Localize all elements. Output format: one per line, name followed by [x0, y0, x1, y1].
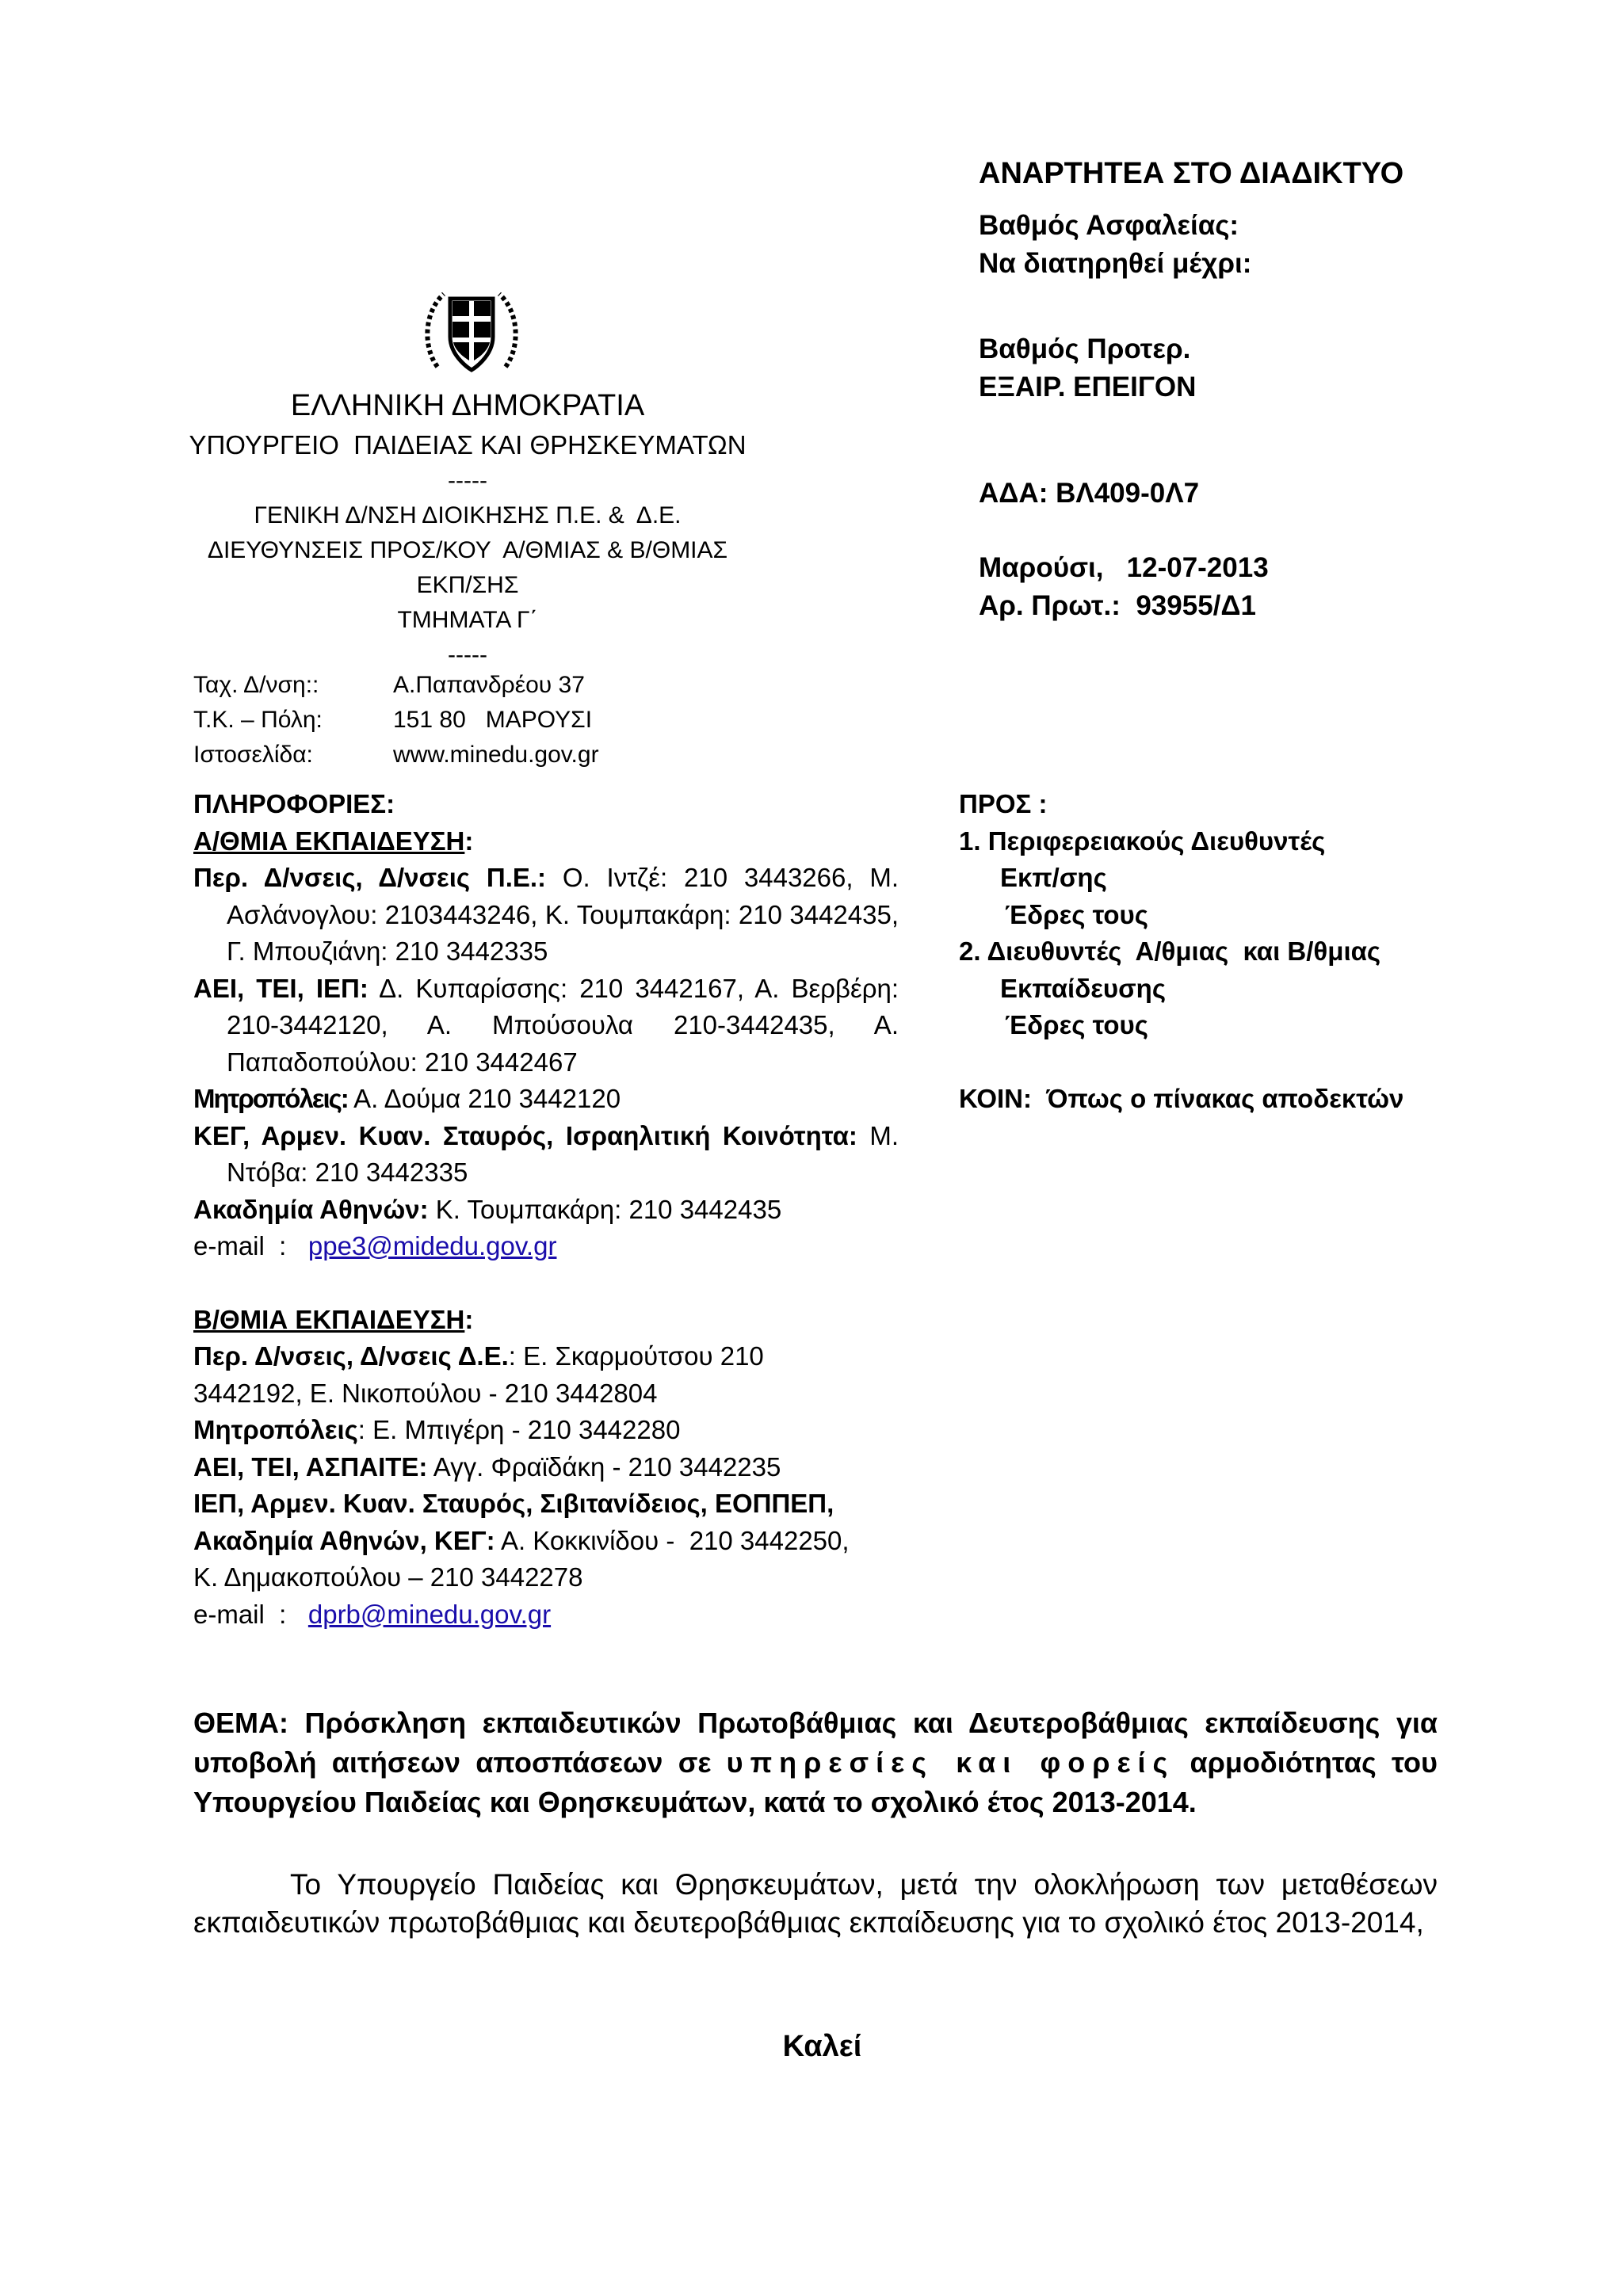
email-line: e-mail : ppe3@midedu.gov.gr — [193, 1231, 557, 1261]
document-meta — [979, 154, 1533, 625]
email-line: e-mail : dprb@minedu.gov.gr — [193, 1599, 552, 1629]
contact-line: Περ. Δ/νσεις, Δ/νσεις Δ.Ε.: Ε. Σκαρμούτσου 210 3442192, Ε. Νικοπούλου - 210 3442804 — [193, 1341, 764, 1408]
contact-info: ΠΛΗΡΟΦΟΡΙΕΣ: Α/ΘΜΙΑ ΕΚΠΑΙΔΕΥΣΗ: Περ. Δ/νσεις, Δ/νσεις Π.Ε.: Ο. Ιντζέ: 210 3443266, Μ. Ασλάνογλου: 2103443246, Κ. Τουμπακάρη: 210 3442435, Γ. Μπουζιάνη: 210 3442335 ΑΕΙ, ΤΕΙ, ΙΕΠ: Δ. Κυπαρίσσης: 210 3442167, Α. Βερβέρη: 210-3442120, Α. Μπούσουλα 210-3442435, Α. Παπαδοπούλου: 210 3442467 Μητροπόλεις: Α. Δούμα 210 3442120 ΚΕΓ, Αρμεν. Κυαν. Σταυρός, Ισραηλιτική Κοινότητα: Μ. Ντόβα: 210 3442335 Ακαδημία Αθηνών: Κ. Τουμπακάρη: 210 3442435 e-mail : ppe3@midedu.gov.gr Β/ΘΜΙΑ ΕΚΠΑΙΔΕΥΣΗ: Περ. Δ/νσεις, Δ/νσεις Δ.Ε.: Ε. Σκαρμούτσου 210 3442192, Ε. Νικοπούλου - 210 3442804 Μητροπόλεις: Ε. Μπιγέρη - 210 3442280 ΑΕΙ, ΤΕΙ, ΑΣΠΑΙΤΕ: Αγγ. Φραϊδάκη - 210 3442235 ΙΕΠ, Αρμεν. Κυαν. Σταυρός, Σιβιτανίδειος, ΕΟΠΠΕΠ, Ακαδημία Αθηνών, ΚΕΓ: Α. Κοκκινίδου - 210 3442250, Κ. Δημακοπούλου – 210 3442278 e-mail : dprb@minedu.gov.gr — [193, 786, 899, 1633]
address-row — [193, 703, 599, 738]
recipient-item: 2. Διευθυντές Α/θμιας και Β/θμιας — [959, 936, 1381, 966]
website-value[interactable]: www.minedu.gov.gr — [393, 742, 599, 768]
address-row — [193, 668, 599, 703]
secondary-heading: Β/ΘΜΙΑ ΕΚΠΑΙΔΕΥΣΗ — [193, 1304, 465, 1334]
coat-of-arms-icon — [420, 281, 523, 384]
ministry-name: ΥΠΟΥΡΓΕΙΟ ΠΑΙΔΕΙΑΣ ΚΑΙ ΘΡΗΣΚΕΥΜΑΤΩΝ — [189, 430, 747, 460]
ada-number: ΑΔΑ: ΒΛ409-0Λ7 — [979, 478, 1200, 509]
section: ΤΜΗΜΑΤΑ Γ΄ — [397, 607, 538, 633]
contact-line: Περ. Δ/νσεις, Δ/νσεις Π.Ε.: Ο. Ιντζέ: 210 3443266, Μ. Ασλάνογλου: 2103443246, Κ. Τουμπακάρη: 210 3442435, Γ. Μπουζιάνη: 210 3442335 — [193, 863, 899, 966]
recipient-item: 1. Περιφερειακούς Διευθυντές — [959, 826, 1326, 856]
website-label: Ιστοσελίδα: — [193, 742, 313, 768]
place-date: Μαρούσι, 12-07-2013 — [979, 552, 1269, 583]
postcode-value: 151 80 ΜΑΡΟΥΣΙ — [393, 707, 593, 733]
subject: ΘΕΜΑ: Πρόσκληση εκπαιδευτικών Πρωτοβάθμιας και Δευτεροβάθμιας εκπαίδευσης για υποβολή αιτήσεων αποσπάσεων σε υπηρεσίες και φορείς αρμοδιότητας του Υπουργείου Παιδείας και Θρησκευμάτων, κατά το σχολικό έτος 2013-2014. — [193, 1707, 1438, 1818]
recipient-sub: Εκπ/σης — [1000, 863, 1107, 892]
directorates: ΔΙΕΥΘΥΝΣΕΙΣ ΠΡΟΣ/ΚΟΥ Α/ΘΜΙΑΣ & Β/ΘΜΙΑΣ — [207, 537, 728, 563]
publish-notice: ΑΝΑΡΤΗΤΕΑ ΣΤΟ ΔΙΑΔΙΚΤΥΟ — [979, 157, 1404, 190]
email-link[interactable]: ppe3@midedu.gov.gr — [307, 1231, 557, 1261]
cc-line: ΚΟΙΝ: Όπως ο πίνακας αποδεκτών — [959, 1083, 1404, 1113]
contact-line: ΚΕΓ, Αρμεν. Κυαν. Σταυρός, Ισραηλιτική Κοινότητα: Μ. Ντόβα: 210 3442335 — [193, 1120, 899, 1187]
recipients-heading: ΠΡΟΣ : — [959, 789, 1048, 818]
recipient-sub: Έδρες τους — [1005, 899, 1148, 929]
address-block — [193, 668, 599, 772]
priority-label: Βαθμός Προτερ. — [979, 334, 1191, 364]
contact-line: Ακαδημία Αθηνών: Κ. Τουμπακάρη: 210 3442435 — [193, 1194, 782, 1224]
address-label: Ταχ. Δ/νση:: — [193, 672, 319, 698]
calls-heading: Καλεί — [782, 2030, 862, 2063]
issuer-block — [166, 384, 769, 673]
keep-until: Να διατηρηθεί μέχρι: — [979, 248, 1252, 279]
address-value: Α.Παπανδρέου 37 — [393, 672, 585, 698]
postcode-label: Τ.Κ. – Πόλη: — [193, 707, 323, 733]
security-level: Βαθμός Ασφαλείας: — [979, 210, 1239, 241]
country-name: ΕΛΛΗΝΙΚΗ ΔΗΜΟΚΡΑΤΙΑ — [290, 389, 645, 422]
primary-heading: Α/ΘΜΙΑ ΕΚΠΑΙΔΕΥΣΗ — [193, 826, 465, 856]
contact-line: ΑΕΙ, ΤΕΙ, ΙΕΠ: Δ. Κυπαρίσσης: 210 3442167, Α. Βερβέρη: 210-3442120, Α. Μπούσουλα 210-3442435, Α. Παπαδοπούλου: 210 3442467 — [193, 973, 899, 1077]
recipient-sub: Έδρες τους — [1005, 1010, 1148, 1039]
contact-line: Μητροπόλεις: Α. Δούμα 210 3442120 — [193, 1084, 621, 1113]
separator: ----- — [448, 642, 487, 668]
priority-value: ΕΞΑΙΡ. ΕΠΕΙΓΟΝ — [979, 372, 1197, 402]
contact-line: Μητροπόλεις: Ε. Μπιγέρη - 210 3442280 — [193, 1415, 681, 1444]
email-link[interactable]: dprb@minedu.gov.gr — [307, 1599, 552, 1629]
protocol-number: Αρ. Πρωτ.: 93955/Δ1 — [979, 590, 1257, 621]
address-row — [193, 738, 599, 772]
recipients — [959, 786, 1537, 1117]
general-directorate: ΓΕΝΙΚΗ Δ/ΝΣΗ ΔΙΟΙΚΗΣΗΣ Π.Ε. & Δ.Ε. — [254, 502, 682, 528]
info-heading: ΠΛΗΡΟΦΟΡΙΕΣ: — [193, 789, 395, 818]
contact-line: ΑΕΙ, ΤΕΙ, ΑΣΠΑΙΤΕ: Αγγ. Φραϊδάκη - 210 3442235 — [193, 1451, 781, 1482]
directorates-cont: ΕΚΠ/ΣΗΣ — [416, 572, 519, 598]
subject-spaced: υπηρεσίες και φορείς — [726, 1746, 1175, 1779]
contact-line: ΙΕΠ, Αρμεν. Κυαν. Σταυρός, Σιβιτανίδειος, ΕΟΠΠΕΠ, Ακαδημία Αθηνών, ΚΕΓ: Α. Κοκκινίδου - 210 3442250, Κ. Δημακοπούλου – 210 3442278 — [193, 1489, 857, 1592]
separator: ----- — [448, 467, 487, 494]
recipient-sub: Εκπαίδευσης — [1000, 973, 1166, 1003]
body-paragraph: Το Υπουργείο Παιδείας και Θρησκευμάτων, μετά την ολοκλήρωση των μεταθέσεων εκπαιδευτικών πρωτοβάθμιας και δευτεροβάθμιας εκπαίδευσης για το σχολικό έτος 2013-2014, — [193, 1868, 1438, 1939]
